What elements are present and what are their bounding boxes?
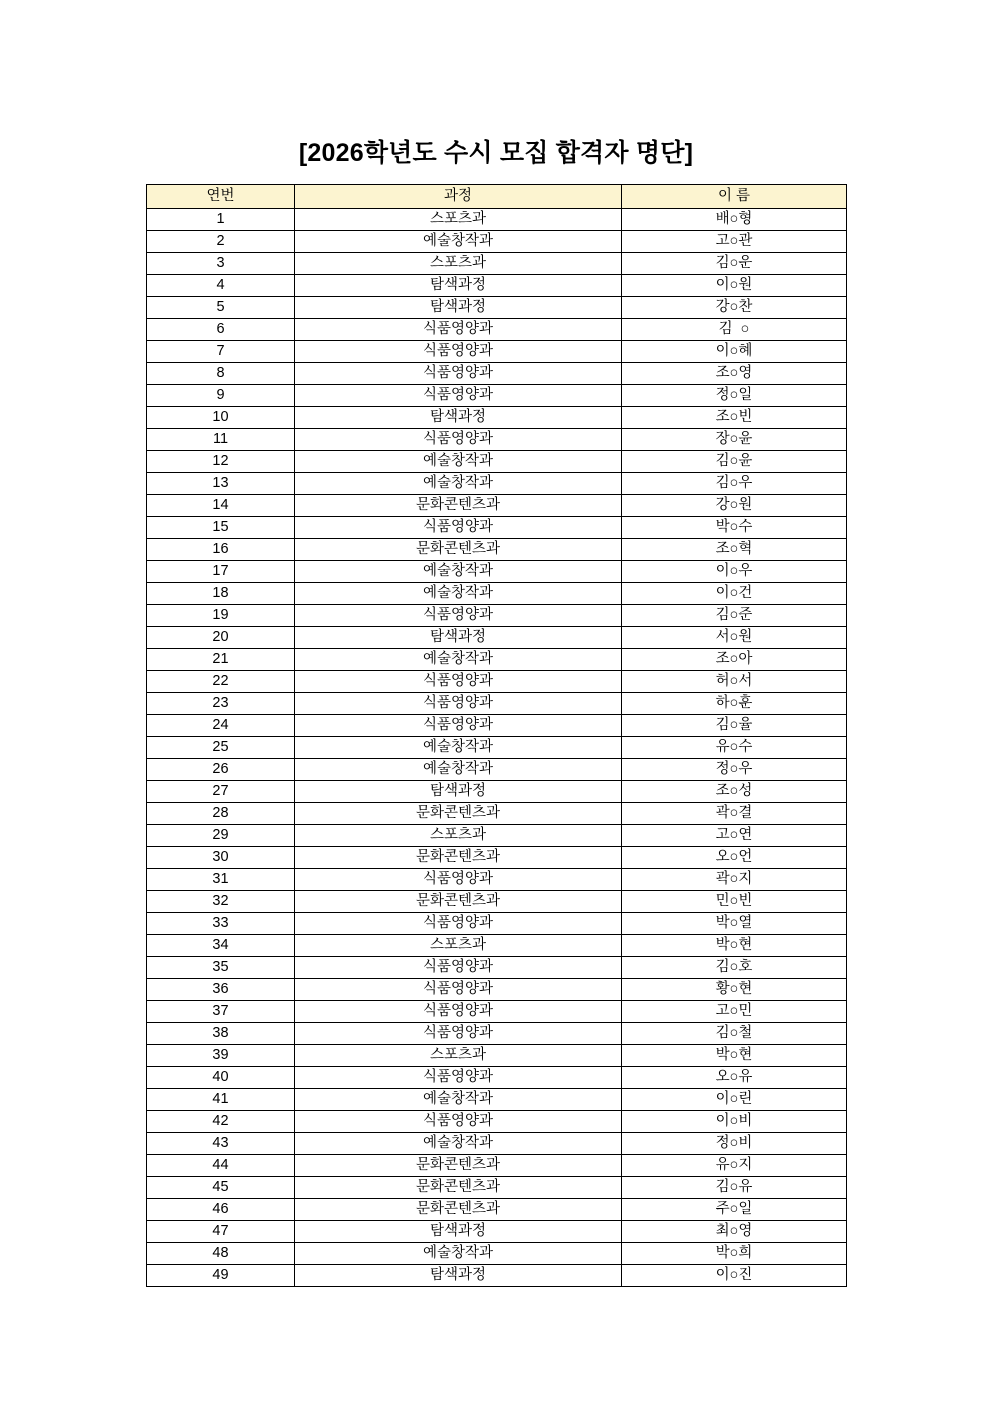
cell-program: 스포츠과 bbox=[295, 209, 622, 231]
cell-name: 김○유 bbox=[622, 1177, 847, 1199]
table-row bbox=[147, 1089, 847, 1111]
cell-no: 7 bbox=[147, 341, 295, 363]
cell-no: 47 bbox=[147, 1221, 295, 1243]
table-row bbox=[147, 209, 847, 231]
cell-no: 9 bbox=[147, 385, 295, 407]
cell-name: 고○연 bbox=[622, 825, 847, 847]
table-row bbox=[147, 1265, 847, 1287]
cell-program: 탐색과정 bbox=[295, 297, 622, 319]
cell-program: 문화콘텐츠과 bbox=[295, 1199, 622, 1221]
cell-name: 이○혜 bbox=[622, 341, 847, 363]
cell-program: 문화콘텐츠과 bbox=[295, 1177, 622, 1199]
cell-no: 17 bbox=[147, 561, 295, 583]
cell-program: 예술창작과 bbox=[295, 231, 622, 253]
cell-no: 38 bbox=[147, 1023, 295, 1045]
cell-program: 식품영양과 bbox=[295, 605, 622, 627]
cell-program: 탐색과정 bbox=[295, 627, 622, 649]
cell-name: 조○아 bbox=[622, 649, 847, 671]
cell-name: 조○영 bbox=[622, 363, 847, 385]
cell-name: 조○성 bbox=[622, 781, 847, 803]
cell-program: 예술창작과 bbox=[295, 583, 622, 605]
cell-no: 1 bbox=[147, 209, 295, 231]
cell-no: 40 bbox=[147, 1067, 295, 1089]
cell-no: 19 bbox=[147, 605, 295, 627]
cell-program: 예술창작과 bbox=[295, 473, 622, 495]
cell-name: 박○현 bbox=[622, 1045, 847, 1067]
cell-no: 4 bbox=[147, 275, 295, 297]
table-row bbox=[147, 1111, 847, 1133]
cell-no: 33 bbox=[147, 913, 295, 935]
table-row bbox=[147, 1221, 847, 1243]
cell-program: 식품영양과 bbox=[295, 957, 622, 979]
cell-program: 스포츠과 bbox=[295, 935, 622, 957]
column-header-program: 과정 bbox=[295, 185, 622, 209]
table-row bbox=[147, 935, 847, 957]
table-row bbox=[147, 429, 847, 451]
cell-no: 35 bbox=[147, 957, 295, 979]
cell-no: 23 bbox=[147, 693, 295, 715]
cell-no: 14 bbox=[147, 495, 295, 517]
cell-program: 문화콘텐츠과 bbox=[295, 1155, 622, 1177]
cell-name: 김○철 bbox=[622, 1023, 847, 1045]
table-row bbox=[147, 495, 847, 517]
cell-name: 이○원 bbox=[622, 275, 847, 297]
cell-name: 김○호 bbox=[622, 957, 847, 979]
cell-no: 49 bbox=[147, 1265, 295, 1287]
table-row bbox=[147, 297, 847, 319]
cell-no: 8 bbox=[147, 363, 295, 385]
table-row bbox=[147, 1067, 847, 1089]
table-row bbox=[147, 759, 847, 781]
cell-no: 10 bbox=[147, 407, 295, 429]
table-row bbox=[147, 649, 847, 671]
cell-name: 황○현 bbox=[622, 979, 847, 1001]
table-row bbox=[147, 231, 847, 253]
cell-program: 예술창작과 bbox=[295, 1133, 622, 1155]
cell-program: 탐색과정 bbox=[295, 1265, 622, 1287]
table-row bbox=[147, 1133, 847, 1155]
cell-no: 25 bbox=[147, 737, 295, 759]
cell-name: 허○서 bbox=[622, 671, 847, 693]
cell-program: 식품영양과 bbox=[295, 429, 622, 451]
table-row bbox=[147, 517, 847, 539]
cell-name: 배○형 bbox=[622, 209, 847, 231]
cell-name: 곽○지 bbox=[622, 869, 847, 891]
cell-no: 6 bbox=[147, 319, 295, 341]
table-header-row bbox=[147, 185, 847, 209]
cell-program: 예술창작과 bbox=[295, 451, 622, 473]
table-row bbox=[147, 869, 847, 891]
cell-name: 김○우 bbox=[622, 473, 847, 495]
cell-program: 예술창작과 bbox=[295, 1089, 622, 1111]
table-row bbox=[147, 275, 847, 297]
cell-program: 식품영양과 bbox=[295, 385, 622, 407]
table-row bbox=[147, 1001, 847, 1023]
cell-no: 34 bbox=[147, 935, 295, 957]
cell-no: 36 bbox=[147, 979, 295, 1001]
cell-no: 43 bbox=[147, 1133, 295, 1155]
cell-program: 탐색과정 bbox=[295, 407, 622, 429]
cell-name: 고○관 bbox=[622, 231, 847, 253]
table-row bbox=[147, 671, 847, 693]
cell-no: 24 bbox=[147, 715, 295, 737]
table-row bbox=[147, 561, 847, 583]
cell-name: 박○현 bbox=[622, 935, 847, 957]
cell-name: 최○영 bbox=[622, 1221, 847, 1243]
cell-no: 26 bbox=[147, 759, 295, 781]
table-row bbox=[147, 737, 847, 759]
cell-name: 강○원 bbox=[622, 495, 847, 517]
table-row bbox=[147, 473, 847, 495]
cell-name: 오○언 bbox=[622, 847, 847, 869]
table-row bbox=[147, 891, 847, 913]
cell-program: 식품영양과 bbox=[295, 319, 622, 341]
cell-program: 식품영양과 bbox=[295, 913, 622, 935]
cell-name: 김○윤 bbox=[622, 451, 847, 473]
cell-name: 하○훈 bbox=[622, 693, 847, 715]
cell-name: 김 ○ bbox=[622, 319, 847, 341]
table-row bbox=[147, 1155, 847, 1177]
table-header bbox=[147, 185, 847, 209]
cell-program: 문화콘텐츠과 bbox=[295, 495, 622, 517]
table-row bbox=[147, 319, 847, 341]
table-row bbox=[147, 363, 847, 385]
cell-name: 이○진 bbox=[622, 1265, 847, 1287]
cell-name: 장○윤 bbox=[622, 429, 847, 451]
table-row bbox=[147, 253, 847, 275]
cell-program: 예술창작과 bbox=[295, 737, 622, 759]
cell-program: 식품영양과 bbox=[295, 1067, 622, 1089]
cell-no: 42 bbox=[147, 1111, 295, 1133]
cell-no: 29 bbox=[147, 825, 295, 847]
cell-program: 식품영양과 bbox=[295, 715, 622, 737]
cell-name: 박○수 bbox=[622, 517, 847, 539]
table-row bbox=[147, 825, 847, 847]
cell-name: 유○수 bbox=[622, 737, 847, 759]
admission-list-table bbox=[146, 184, 847, 1287]
cell-program: 식품영양과 bbox=[295, 869, 622, 891]
table-row bbox=[147, 539, 847, 561]
cell-program: 스포츠과 bbox=[295, 825, 622, 847]
column-header-no: 연번 bbox=[147, 185, 295, 209]
cell-program: 문화콘텐츠과 bbox=[295, 539, 622, 561]
cell-name: 이○건 bbox=[622, 583, 847, 605]
cell-no: 32 bbox=[147, 891, 295, 913]
cell-program: 예술창작과 bbox=[295, 649, 622, 671]
cell-no: 41 bbox=[147, 1089, 295, 1111]
cell-name: 강○찬 bbox=[622, 297, 847, 319]
table-row bbox=[147, 781, 847, 803]
cell-no: 5 bbox=[147, 297, 295, 319]
cell-no: 3 bbox=[147, 253, 295, 275]
cell-program: 스포츠과 bbox=[295, 253, 622, 275]
cell-program: 식품영양과 bbox=[295, 1111, 622, 1133]
cell-no: 30 bbox=[147, 847, 295, 869]
cell-program: 식품영양과 bbox=[295, 1001, 622, 1023]
cell-name: 민○빈 bbox=[622, 891, 847, 913]
cell-program: 식품영양과 bbox=[295, 1023, 622, 1045]
cell-no: 46 bbox=[147, 1199, 295, 1221]
cell-program: 탐색과정 bbox=[295, 1221, 622, 1243]
cell-program: 문화콘텐츠과 bbox=[295, 891, 622, 913]
cell-name: 정○일 bbox=[622, 385, 847, 407]
cell-name: 이○린 bbox=[622, 1089, 847, 1111]
cell-program: 식품영양과 bbox=[295, 979, 622, 1001]
cell-no: 39 bbox=[147, 1045, 295, 1067]
table-row bbox=[147, 847, 847, 869]
cell-no: 11 bbox=[147, 429, 295, 451]
cell-name: 정○우 bbox=[622, 759, 847, 781]
cell-no: 31 bbox=[147, 869, 295, 891]
cell-program: 식품영양과 bbox=[295, 341, 622, 363]
column-header-name: 이 름 bbox=[622, 185, 847, 209]
cell-name: 곽○결 bbox=[622, 803, 847, 825]
table-row bbox=[147, 803, 847, 825]
cell-name: 주○일 bbox=[622, 1199, 847, 1221]
cell-no: 37 bbox=[147, 1001, 295, 1023]
cell-no: 13 bbox=[147, 473, 295, 495]
table-row bbox=[147, 913, 847, 935]
cell-no: 2 bbox=[147, 231, 295, 253]
cell-program: 예술창작과 bbox=[295, 561, 622, 583]
table-row bbox=[147, 605, 847, 627]
cell-name: 김○율 bbox=[622, 715, 847, 737]
table-body bbox=[147, 209, 847, 1287]
cell-name: 이○비 bbox=[622, 1111, 847, 1133]
cell-no: 18 bbox=[147, 583, 295, 605]
cell-program: 스포츠과 bbox=[295, 1045, 622, 1067]
table-row bbox=[147, 407, 847, 429]
cell-no: 44 bbox=[147, 1155, 295, 1177]
table-row bbox=[147, 583, 847, 605]
page-title: [2026학년도 수시 모집 합격자 명단] bbox=[298, 139, 694, 167]
cell-program: 탐색과정 bbox=[295, 781, 622, 803]
cell-name: 조○혁 bbox=[622, 539, 847, 561]
cell-program: 식품영양과 bbox=[295, 517, 622, 539]
cell-no: 21 bbox=[147, 649, 295, 671]
cell-program: 식품영양과 bbox=[295, 363, 622, 385]
cell-no: 22 bbox=[147, 671, 295, 693]
cell-name: 유○지 bbox=[622, 1155, 847, 1177]
table-row bbox=[147, 715, 847, 737]
cell-name: 박○열 bbox=[622, 913, 847, 935]
cell-no: 27 bbox=[147, 781, 295, 803]
cell-name: 고○민 bbox=[622, 1001, 847, 1023]
table-row bbox=[147, 1045, 847, 1067]
table-row bbox=[147, 627, 847, 649]
cell-name: 이○우 bbox=[622, 561, 847, 583]
cell-no: 20 bbox=[147, 627, 295, 649]
table-row bbox=[147, 1243, 847, 1265]
cell-no: 15 bbox=[147, 517, 295, 539]
cell-program: 문화콘텐츠과 bbox=[295, 847, 622, 869]
cell-no: 45 bbox=[147, 1177, 295, 1199]
cell-program: 탐색과정 bbox=[295, 275, 622, 297]
table-row bbox=[147, 979, 847, 1001]
cell-no: 12 bbox=[147, 451, 295, 473]
table-row bbox=[147, 1199, 847, 1221]
cell-name: 김○준 bbox=[622, 605, 847, 627]
table-row bbox=[147, 341, 847, 363]
cell-no: 16 bbox=[147, 539, 295, 561]
table-row bbox=[147, 1023, 847, 1045]
table-row bbox=[147, 451, 847, 473]
table-row bbox=[147, 957, 847, 979]
cell-program: 문화콘텐츠과 bbox=[295, 803, 622, 825]
cell-program: 예술창작과 bbox=[295, 1243, 622, 1265]
table-row bbox=[147, 385, 847, 407]
cell-program: 예술창작과 bbox=[295, 759, 622, 781]
cell-program: 식품영양과 bbox=[295, 671, 622, 693]
cell-name: 정○비 bbox=[622, 1133, 847, 1155]
cell-program: 식품영양과 bbox=[295, 693, 622, 715]
cell-name: 조○빈 bbox=[622, 407, 847, 429]
cell-no: 28 bbox=[147, 803, 295, 825]
table-row bbox=[147, 1177, 847, 1199]
table-row bbox=[147, 693, 847, 715]
cell-name: 김○운 bbox=[622, 253, 847, 275]
cell-name: 박○희 bbox=[622, 1243, 847, 1265]
cell-name: 서○원 bbox=[622, 627, 847, 649]
cell-name: 오○유 bbox=[622, 1067, 847, 1089]
cell-no: 48 bbox=[147, 1243, 295, 1265]
